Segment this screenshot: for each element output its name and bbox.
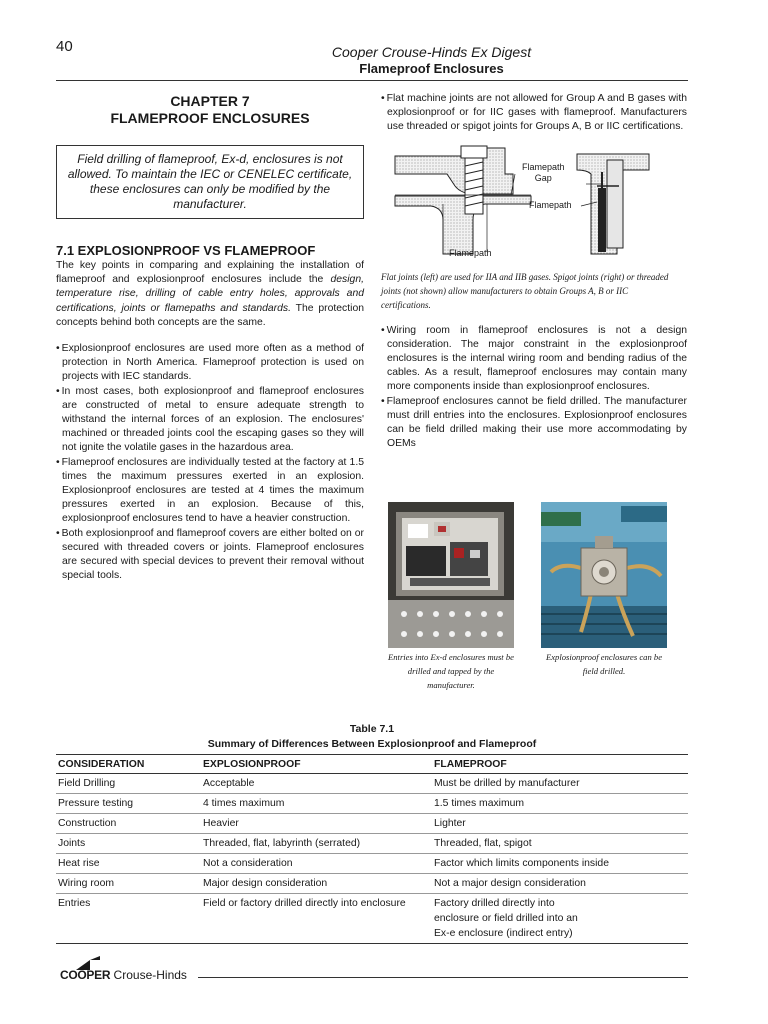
table-cell: Not a consideration: [201, 854, 432, 874]
list-item: • In most cases, both explosionproof and flameproof enclosures are constructed of metal to ensure adequate strength to withstand the internal forces of an explosion. The enclosures' machined or threaded joints cool the escaping gases so they will not ignite the volatile gases in the hazardous area.: [56, 385, 364, 456]
right-top-bullet-list: [381, 92, 687, 135]
table-cell: 4 times maximum: [201, 794, 432, 814]
list-item: • Explosionproof enclosures are used more often as a method of protection in North America. Flameproof protection is used on projects with IEC standards.: [56, 342, 364, 385]
table-row: [56, 794, 688, 814]
right-column: [381, 92, 687, 451]
ex-d-enclosure-photo: [388, 502, 514, 648]
intro-text-a: The key points in comparing and explaining the installation of flameproof and explosionproof enclosures include the: [56, 260, 364, 286]
left-bullet-list: [56, 342, 364, 583]
right-bullet-list: [381, 324, 687, 452]
column-header: FLAMEPROOF: [432, 755, 688, 774]
table-cell: Major design consideration: [201, 874, 432, 894]
table-cell: Acceptable: [201, 774, 432, 794]
table-row: [56, 894, 688, 944]
photo-row: [388, 502, 668, 692]
publication-title: Cooper Crouse-Hinds Ex Digest: [331, 44, 532, 60]
header-rule: [56, 80, 688, 81]
left-column: [56, 92, 364, 583]
list-item: • Wiring room in flameproof enclosures is not a design consideration. The major constraint in the explosionproof enclosures is the internal wiring room and bending radius of the cables. As a result, flameproof enclosures may contain many more components inside than explosionproof enclosures.: [381, 324, 687, 395]
list-item: • Flat machine joints are not allowed for Group A and B gases with explosionproof or for IIC gases with flameproof. Manufacturers use threaded or spigot joints for Groups A, B or IIC certifications.: [381, 92, 687, 135]
table-cell: Entries: [56, 894, 201, 944]
chapter-label: CHAPTER 7: [170, 93, 250, 109]
flamepath-joint-diagram: [381, 144, 677, 262]
chapter-title: FLAMEPROOF ENCLOSURES: [110, 110, 310, 126]
table-cell: Factor which limits components inside: [432, 854, 688, 874]
column-header: EXPLOSIONPROOF: [201, 755, 432, 774]
table-cell: Construction: [56, 814, 201, 834]
table-cell: Threaded, flat, spigot: [432, 834, 688, 854]
logo-brand-rest: Crouse-Hinds: [110, 968, 187, 982]
list-item: • Both explosionproof and flameproof covers are either bolted on or secured with threaded covers or joints. Flameproof enclosures are secured with special devices to prevent their removal without special tools.: [56, 527, 364, 584]
flamepath-gap-label: Flamepath Gap: [522, 161, 565, 183]
section-title: Flameproof Enclosures: [359, 61, 504, 76]
table-row: [56, 834, 688, 854]
table-cell: Lighter: [432, 814, 688, 834]
summary-table: [56, 754, 688, 944]
logo-brand-bold: COOPER: [60, 968, 111, 982]
table-cell: Wiring room: [56, 874, 201, 894]
flamepath-label-bottom: Flamepath: [449, 247, 492, 258]
intro-text-italic: design, temperature rise, drilling of cable entry holes, approvals and certifications, joints or flamepaths and standards.: [56, 274, 364, 314]
table-row: [56, 774, 688, 794]
table-header-row: [56, 755, 688, 774]
list-item: • Flameproof enclosures are individually tested at the factory at 1.5 times the maximum pressures exerted in an explosion. Explosionproof enclosures are tested at 4 times the maximum pressures exerted in an explosion. Because of this, explosionproof enclosures tend to have a heavier construction.: [56, 456, 364, 527]
section-intro: [56, 259, 364, 330]
table-cell: Joints: [56, 834, 201, 854]
table-number: Table 7.1: [349, 723, 395, 735]
table-cell: Pressure testing: [56, 794, 201, 814]
cell-line: Ex-e enclosure (indirect entry): [434, 928, 573, 939]
footer-rule: [198, 977, 688, 978]
cell-line: enclosure or field drilled into an: [434, 913, 578, 924]
table-row: [56, 814, 688, 834]
table-cell: Threaded, flat, labyrinth (serrated): [201, 834, 432, 854]
explosionproof-enclosure-photo: [541, 502, 667, 648]
table-cell: Field or factory drilled directly into enclosure: [201, 894, 432, 944]
table-cell: [432, 894, 688, 944]
table-cell: Field Drilling: [56, 774, 201, 794]
list-item: • Flameproof enclosures cannot be field drilled. The manufacturer must drill entries into the enclosures. Explosionproof enclosures can be field drilled making their use more accommodating by OEMs: [381, 395, 687, 452]
enclosure-photo-illustration: [388, 502, 514, 648]
diagram-caption: Flat joints (left) are used for IIA and IIB gases. Spigot joints (right) or threaded joints (not shown) allow manufacturers to obtain Groups A, B or IIC certifications.: [381, 271, 669, 310]
table-cell: 1.5 times maximum: [432, 794, 688, 814]
column-header: CONSIDERATION: [56, 755, 201, 774]
table-cell: Heavier: [201, 814, 432, 834]
logo-wordmark: [60, 968, 187, 982]
table-title: Summary of Differences Between Explosionproof and Flameproof: [207, 738, 537, 750]
photo-caption-ex-d: Entries into Ex-d enclosures must be drilled and tapped by the manufacturer.: [388, 652, 514, 690]
cell-line: Factory drilled directly into: [434, 898, 555, 909]
section-heading: 7.1 EXPLOSIONPROOF VS FLAMEPROOF: [56, 243, 316, 258]
table-row: [56, 854, 688, 874]
chapter-heading: [56, 93, 364, 127]
table-row: [56, 874, 688, 894]
photo-caption-explosionproof: Explosionproof enclosures can be field drilled.: [545, 652, 663, 676]
explosionproof-photo-illustration: [541, 502, 667, 648]
table-cell: Not a major design consideration: [432, 874, 688, 894]
table-caption: [56, 722, 688, 752]
page-number: 40: [56, 38, 73, 55]
intro-text-b: The protection concepts behind both concepts are the same.: [56, 302, 364, 328]
table-cell: Must be drilled by manufacturer: [432, 774, 688, 794]
table-cell: Heat rise: [56, 854, 201, 874]
callout-box: Field drilling of flameproof, Ex-d, enclosures is not allowed. To maintain the IEC or CENELEC certificate, these enclosures can only be modified by the manufacturer.: [56, 145, 364, 219]
flamepath-label-right: Flamepath: [529, 199, 572, 210]
cooper-crouse-hinds-logo: [58, 958, 198, 988]
running-header: [60, 44, 688, 76]
